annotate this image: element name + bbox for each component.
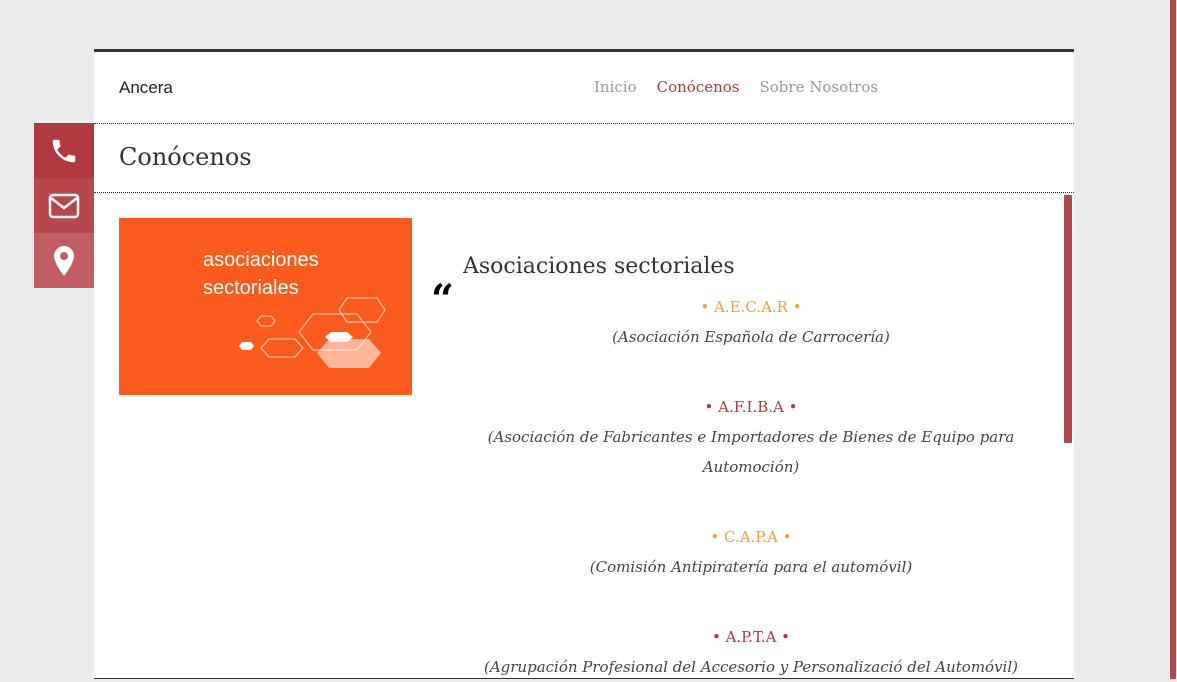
contact-sidebar	[34, 123, 94, 288]
association-acronym: • A.E.C.A.R •	[700, 298, 802, 316]
phone-icon	[49, 136, 79, 166]
main-nav	[594, 78, 878, 96]
association-name: (Asociación Española de Carrocería)	[612, 328, 890, 346]
mail-icon	[48, 193, 80, 219]
page-title: Conócenos	[119, 143, 252, 171]
site-header	[94, 52, 1074, 124]
nav-item-inicio[interactable]: Inicio	[594, 78, 637, 96]
association-acronym: • A.F.I.B.A •	[704, 398, 798, 416]
phone-button[interactable]	[34, 123, 94, 178]
list-item	[470, 392, 1032, 482]
feature-image	[119, 218, 412, 395]
feature-image-line2: sectoriales	[203, 277, 299, 299]
page-scrollbar[interactable]	[1169, 0, 1177, 679]
content-scrollbar-thumb[interactable]	[1064, 195, 1072, 443]
nav-item-sobre-nosotros[interactable]: Sobre Nosotros	[759, 78, 879, 96]
association-name: (Asociación de Fabricantes e Importadores de Bienes de Equipo para Automoción)	[487, 428, 1015, 476]
title-bar	[94, 123, 1074, 193]
list-item	[470, 292, 1032, 352]
association-acronym: • A.P.T.A •	[711, 628, 791, 646]
association-name: (Comisión Antipiratería para el automóvil)	[589, 558, 913, 576]
main-container	[94, 49, 1074, 679]
list-item	[451, 622, 1051, 682]
association-acronym: • C.A.P.A •	[710, 528, 792, 546]
map-marker-icon	[53, 245, 75, 277]
site-title-link[interactable]: Ancera	[119, 78, 173, 97]
nav-item-conocenos[interactable]: Conócenos	[656, 78, 740, 96]
page-scrollbar-thumb[interactable]	[1170, 0, 1176, 679]
association-name: (Agrupación Profesional del Accesorio y Personalizació del Automóvil)	[483, 658, 1019, 676]
list-item	[470, 522, 1032, 582]
section-title: Asociaciones sectoriales	[463, 254, 735, 279]
email-button[interactable]	[34, 178, 94, 233]
quote-icon: “	[431, 276, 455, 323]
hexagon-pattern	[119, 218, 412, 395]
location-button[interactable]	[34, 233, 94, 288]
feature-image-line1: asociaciones	[203, 249, 319, 271]
